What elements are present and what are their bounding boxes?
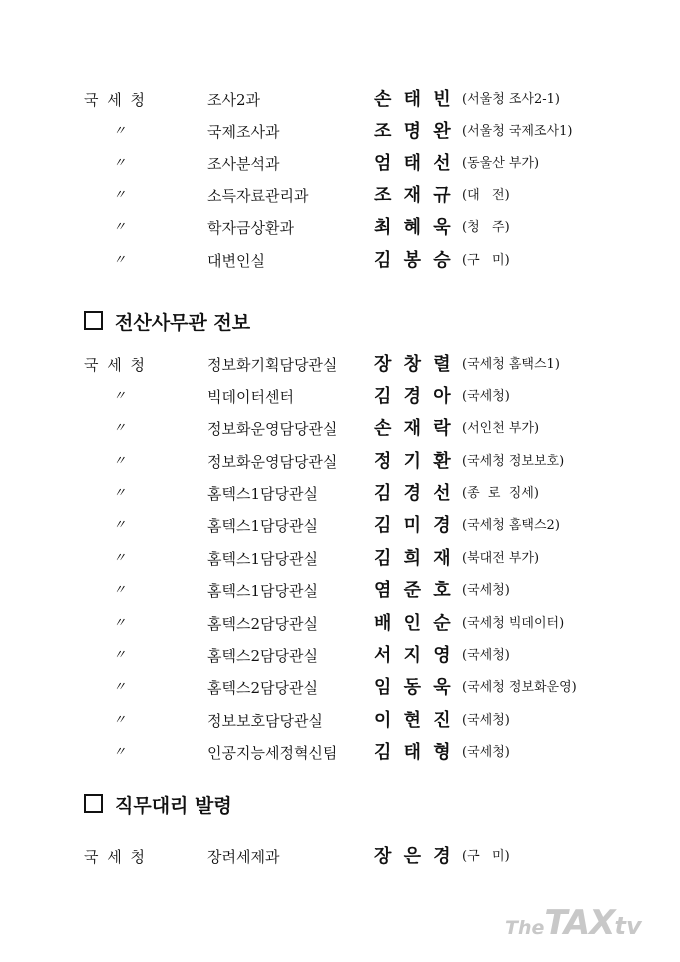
dept-label: 장려세제과: [207, 848, 280, 866]
person-name: 엄 태 선: [374, 153, 454, 174]
ditto-mark: 〃: [113, 389, 127, 404]
dept-label: 홈텍스2담당관실: [207, 615, 318, 633]
dept-label: 홈텍스2담당관실: [207, 647, 318, 665]
org-label: 국 세 청: [84, 356, 148, 374]
dept-label: 국제조사과: [207, 123, 280, 141]
list-item: [0, 544, 680, 574]
ditto-mark: 〃: [113, 518, 127, 533]
ditto-mark: 〃: [113, 253, 127, 268]
dept-label: 정보화기획담당관실: [207, 356, 338, 374]
person-name: 임 동 욱: [374, 677, 454, 698]
previous-post: (서울청 조사2-1): [462, 92, 561, 107]
ditto-mark: 〃: [113, 616, 127, 631]
list-item: [0, 479, 680, 509]
ditto-mark: 〃: [113, 454, 127, 469]
person-name: 장 은 경: [374, 846, 454, 867]
person-name: 조 명 완: [374, 121, 454, 142]
previous-post: (국세청): [462, 583, 510, 598]
list-item: [0, 181, 680, 211]
list-item: [0, 609, 680, 639]
person-name: 손 태 빈: [374, 89, 454, 110]
watermark-logo: TheTAXtv: [505, 903, 642, 943]
section-title: 전산사무관 전보: [115, 312, 251, 334]
previous-post: (국세청): [462, 648, 510, 663]
dept-label: 소득자료관리과: [207, 187, 309, 205]
section-heading: [84, 308, 644, 338]
previous-post: (국세청 정보화운영): [462, 680, 577, 695]
person-name: 서 지 영: [374, 645, 454, 666]
previous-post: (국세청 홈택스1): [462, 357, 560, 372]
ditto-mark: 〃: [113, 124, 127, 139]
dept-label: 정보화운영담당관실: [207, 453, 338, 471]
dept-label: 정보화운영담당관실: [207, 420, 338, 438]
ditto-mark: 〃: [113, 486, 127, 501]
section-heading: [84, 791, 644, 821]
org-label: 국 세 청: [84, 848, 148, 866]
person-name: 염 준 호: [374, 580, 454, 601]
person-name: 정 기 환: [374, 451, 454, 472]
person-name: 김 경 아: [374, 386, 454, 407]
ditto-mark: 〃: [113, 551, 127, 566]
ditto-mark: 〃: [113, 188, 127, 203]
list-item: [0, 511, 680, 541]
previous-post: (종 로 징세): [462, 486, 539, 501]
person-name: 조 재 규: [374, 185, 454, 206]
list-item: [0, 641, 680, 671]
ditto-mark: 〃: [113, 648, 127, 663]
list-item: [0, 706, 680, 736]
previous-post: (청 주): [462, 220, 510, 235]
list-item: [0, 117, 680, 147]
person-name: 김 희 재: [374, 548, 454, 569]
previous-post: (국세청 홈택스2): [462, 518, 560, 533]
previous-post: (국세청 빅데이터): [462, 616, 565, 631]
previous-post: (국세청): [462, 713, 510, 728]
list-item: [0, 85, 680, 115]
previous-post: (서인천 부가): [462, 421, 540, 436]
checkbox-square-icon: [84, 311, 103, 330]
dept-label: 빅데이터센터: [207, 388, 294, 406]
dept-label: 대변인실: [207, 252, 265, 270]
person-name: 이 현 진: [374, 710, 454, 731]
section-title: 직무대리 발령: [115, 795, 232, 817]
dept-label: 홈텍스2담당관실: [207, 679, 318, 697]
previous-post: (구 미): [462, 253, 510, 268]
previous-post: (국세청): [462, 389, 510, 404]
person-name: 최 혜 욱: [374, 217, 454, 238]
list-item: [0, 382, 680, 412]
org-label: 국 세 청: [84, 91, 148, 109]
ditto-mark: 〃: [113, 421, 127, 436]
ditto-mark: 〃: [113, 680, 127, 695]
list-item: [0, 149, 680, 179]
checkbox-square-icon: [84, 794, 103, 813]
list-item: [0, 213, 680, 243]
person-name: 김 태 형: [374, 742, 454, 763]
list-item: [0, 576, 680, 606]
dept-label: 정보보호담당관실: [207, 712, 323, 730]
dept-label: 조사분석과: [207, 155, 280, 173]
person-name: 김 봉 승: [374, 250, 454, 271]
person-name: 손 재 락: [374, 418, 454, 439]
dept-label: 조사2과: [207, 91, 261, 109]
dept-label: 홈텍스1담당관실: [207, 517, 318, 535]
list-item: [0, 246, 680, 276]
dept-label: 홈텍스1담당관실: [207, 550, 318, 568]
ditto-mark: 〃: [113, 583, 127, 598]
previous-post: (동울산 부가): [462, 156, 540, 171]
previous-post: (국세청): [462, 745, 510, 760]
person-name: 장 창 렬: [374, 354, 454, 375]
person-name: 배 인 순: [374, 613, 454, 634]
list-item: [0, 738, 680, 768]
list-item: [0, 673, 680, 703]
list-item: [0, 414, 680, 444]
dept-label: 홈텍스1담당관실: [207, 485, 318, 503]
previous-post: (북대전 부가): [462, 551, 540, 566]
ditto-mark: 〃: [113, 220, 127, 235]
list-item: [0, 350, 680, 380]
previous-post: (구 미): [462, 849, 510, 864]
previous-post: (서울청 국제조사1): [462, 124, 573, 139]
dept-label: 학자금상환과: [207, 219, 294, 237]
previous-post: (국세청 정보보호): [462, 454, 565, 469]
ditto-mark: 〃: [113, 713, 127, 728]
person-name: 김 경 선: [374, 483, 454, 504]
list-item: [0, 842, 680, 872]
previous-post: (대 전): [462, 188, 510, 203]
list-item: [0, 447, 680, 477]
ditto-mark: 〃: [113, 156, 127, 171]
ditto-mark: 〃: [113, 745, 127, 760]
dept-label: 인공지능세정혁신팀: [207, 744, 338, 762]
dept-label: 홈텍스1담당관실: [207, 582, 318, 600]
person-name: 김 미 경: [374, 515, 454, 536]
